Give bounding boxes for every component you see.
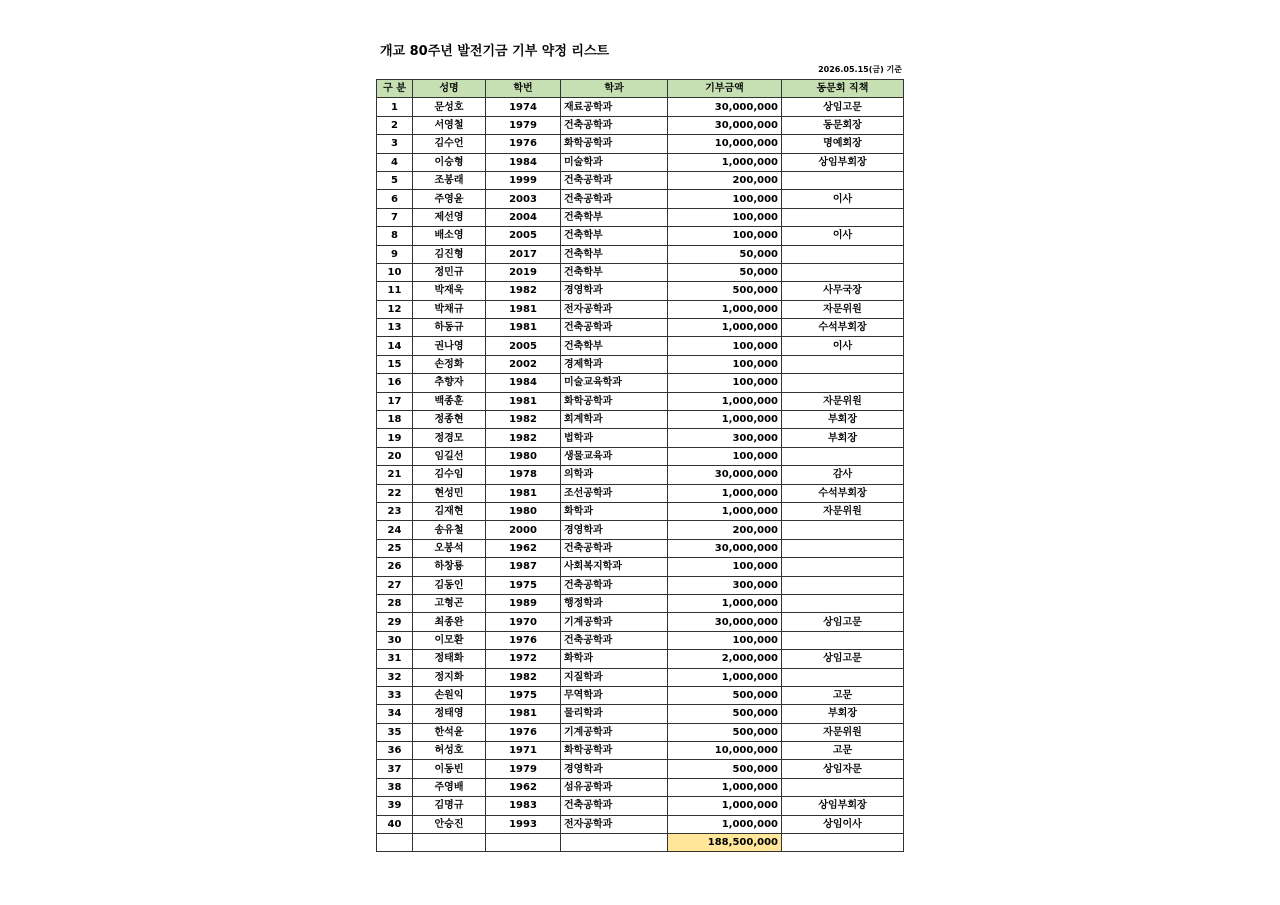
cell-dept: 건축학부 bbox=[561, 227, 668, 245]
cell-position bbox=[782, 594, 904, 612]
cell-no: 34 bbox=[377, 705, 413, 723]
cell-name: 박재욱 bbox=[413, 282, 486, 300]
cell-year: 1984 bbox=[486, 374, 561, 392]
cell-no: 13 bbox=[377, 319, 413, 337]
cell-dept: 법학과 bbox=[561, 429, 668, 447]
cell-no: 38 bbox=[377, 778, 413, 796]
cell-dept: 화학과 bbox=[561, 650, 668, 668]
cell-amount: 2,000,000 bbox=[668, 650, 782, 668]
cell-year: 1976 bbox=[486, 723, 561, 741]
cell-name: 정경모 bbox=[413, 429, 486, 447]
cell-position bbox=[782, 558, 904, 576]
cell-name: 문성호 bbox=[413, 98, 486, 116]
cell-name: 백종훈 bbox=[413, 392, 486, 410]
cell-year: 1982 bbox=[486, 429, 561, 447]
cell-year: 1987 bbox=[486, 558, 561, 576]
cell-name: 김재현 bbox=[413, 502, 486, 520]
cell-no: 12 bbox=[377, 300, 413, 318]
cell-no: 23 bbox=[377, 502, 413, 520]
cell-amount: 10,000,000 bbox=[668, 742, 782, 760]
header-dept: 학과 bbox=[561, 80, 668, 98]
cell-name: 주영윤 bbox=[413, 190, 486, 208]
document-title: 개교 80주년 발전기금 기부 약정 리스트 bbox=[380, 44, 610, 59]
cell-position: 상임고문 bbox=[782, 613, 904, 631]
cell-no: 16 bbox=[377, 374, 413, 392]
table-row bbox=[377, 742, 904, 760]
cell-year: 2002 bbox=[486, 355, 561, 373]
cell-no: 20 bbox=[377, 447, 413, 465]
table-row bbox=[377, 135, 904, 153]
cell-dept: 건축공학과 bbox=[561, 576, 668, 594]
cell-amount: 1,000,000 bbox=[668, 594, 782, 612]
cell-no: 36 bbox=[377, 742, 413, 760]
cell-no: 11 bbox=[377, 282, 413, 300]
table-row bbox=[377, 705, 904, 723]
cell-position bbox=[782, 245, 904, 263]
cell-dept: 경제학과 bbox=[561, 355, 668, 373]
total-empty-cell bbox=[782, 834, 904, 852]
cell-dept: 건축학부 bbox=[561, 337, 668, 355]
table-row bbox=[377, 760, 904, 778]
cell-name: 손정화 bbox=[413, 355, 486, 373]
donation-table bbox=[376, 79, 904, 852]
cell-amount: 100,000 bbox=[668, 374, 782, 392]
table-row bbox=[377, 208, 904, 226]
cell-year: 2004 bbox=[486, 208, 561, 226]
cell-year: 2017 bbox=[486, 245, 561, 263]
cell-no: 17 bbox=[377, 392, 413, 410]
cell-dept: 경영학과 bbox=[561, 760, 668, 778]
header-amount: 기부금액 bbox=[668, 80, 782, 98]
table-row bbox=[377, 778, 904, 796]
cell-position bbox=[782, 374, 904, 392]
cell-position: 상임부회장 bbox=[782, 797, 904, 815]
cell-position: 부회장 bbox=[782, 705, 904, 723]
cell-dept: 행정학과 bbox=[561, 594, 668, 612]
cell-dept: 경영학과 bbox=[561, 282, 668, 300]
table-row bbox=[377, 466, 904, 484]
cell-year: 1981 bbox=[486, 319, 561, 337]
cell-position: 수석부회장 bbox=[782, 484, 904, 502]
cell-position bbox=[782, 668, 904, 686]
table-row bbox=[377, 558, 904, 576]
table-row bbox=[377, 815, 904, 833]
cell-name: 최종완 bbox=[413, 613, 486, 631]
cell-no: 9 bbox=[377, 245, 413, 263]
cell-amount: 100,000 bbox=[668, 558, 782, 576]
cell-position: 자문위원 bbox=[782, 723, 904, 741]
cell-year: 1976 bbox=[486, 135, 561, 153]
cell-no: 15 bbox=[377, 355, 413, 373]
cell-name: 배소영 bbox=[413, 227, 486, 245]
cell-position bbox=[782, 631, 904, 649]
cell-amount: 300,000 bbox=[668, 429, 782, 447]
cell-name: 손원익 bbox=[413, 686, 486, 704]
cell-name: 김수임 bbox=[413, 466, 486, 484]
date-note: 2026.05.15(금) 기준 bbox=[818, 65, 902, 74]
table-row bbox=[377, 576, 904, 594]
cell-name: 정태영 bbox=[413, 705, 486, 723]
cell-dept: 화학공학과 bbox=[561, 135, 668, 153]
cell-position bbox=[782, 171, 904, 189]
table-row bbox=[377, 282, 904, 300]
cell-name: 조봉래 bbox=[413, 171, 486, 189]
cell-amount: 1,000,000 bbox=[668, 392, 782, 410]
cell-no: 24 bbox=[377, 521, 413, 539]
cell-year: 1979 bbox=[486, 116, 561, 134]
table-row bbox=[377, 668, 904, 686]
cell-year: 1979 bbox=[486, 760, 561, 778]
cell-amount: 1,000,000 bbox=[668, 319, 782, 337]
table-row bbox=[377, 797, 904, 815]
cell-name: 오봉석 bbox=[413, 539, 486, 557]
cell-position bbox=[782, 355, 904, 373]
cell-dept: 회계학과 bbox=[561, 411, 668, 429]
cell-year: 1981 bbox=[486, 392, 561, 410]
cell-dept: 미술교육학과 bbox=[561, 374, 668, 392]
cell-amount: 500,000 bbox=[668, 723, 782, 741]
cell-amount: 50,000 bbox=[668, 245, 782, 263]
cell-position: 상임자문 bbox=[782, 760, 904, 778]
table-row bbox=[377, 300, 904, 318]
cell-no: 8 bbox=[377, 227, 413, 245]
cell-amount: 1,000,000 bbox=[668, 815, 782, 833]
header-name: 성명 bbox=[413, 80, 486, 98]
cell-no: 22 bbox=[377, 484, 413, 502]
cell-amount: 200,000 bbox=[668, 521, 782, 539]
cell-dept: 전자공학과 bbox=[561, 300, 668, 318]
cell-year: 1975 bbox=[486, 576, 561, 594]
cell-dept: 건축공학과 bbox=[561, 190, 668, 208]
cell-amount: 50,000 bbox=[668, 263, 782, 281]
cell-year: 1993 bbox=[486, 815, 561, 833]
table-row bbox=[377, 98, 904, 116]
cell-name: 정종현 bbox=[413, 411, 486, 429]
cell-year: 1983 bbox=[486, 797, 561, 815]
cell-amount: 1,000,000 bbox=[668, 502, 782, 520]
cell-amount: 1,000,000 bbox=[668, 797, 782, 815]
cell-position: 이사 bbox=[782, 190, 904, 208]
cell-name: 주영배 bbox=[413, 778, 486, 796]
cell-position bbox=[782, 208, 904, 226]
cell-no: 3 bbox=[377, 135, 413, 153]
cell-year: 1978 bbox=[486, 466, 561, 484]
table-row bbox=[377, 263, 904, 281]
cell-amount: 100,000 bbox=[668, 227, 782, 245]
cell-dept: 건축공학과 bbox=[561, 171, 668, 189]
cell-position: 감사 bbox=[782, 466, 904, 484]
cell-name: 이승형 bbox=[413, 153, 486, 171]
table-row bbox=[377, 650, 904, 668]
cell-amount: 100,000 bbox=[668, 190, 782, 208]
cell-amount: 100,000 bbox=[668, 447, 782, 465]
table-row bbox=[377, 355, 904, 373]
cell-dept: 미술학과 bbox=[561, 153, 668, 171]
cell-dept: 건축공학과 bbox=[561, 631, 668, 649]
cell-amount: 100,000 bbox=[668, 337, 782, 355]
table-row bbox=[377, 686, 904, 704]
cell-amount: 1,000,000 bbox=[668, 411, 782, 429]
cell-name: 추향자 bbox=[413, 374, 486, 392]
cell-dept: 기계공학과 bbox=[561, 723, 668, 741]
table-header-row bbox=[377, 80, 904, 98]
cell-year: 1982 bbox=[486, 282, 561, 300]
table-row bbox=[377, 447, 904, 465]
cell-name: 이모환 bbox=[413, 631, 486, 649]
cell-year: 2003 bbox=[486, 190, 561, 208]
cell-dept: 건축학부 bbox=[561, 245, 668, 263]
cell-name: 박채규 bbox=[413, 300, 486, 318]
cell-name: 김동인 bbox=[413, 576, 486, 594]
cell-dept: 전자공학과 bbox=[561, 815, 668, 833]
cell-position: 이사 bbox=[782, 227, 904, 245]
cell-no: 1 bbox=[377, 98, 413, 116]
table-row bbox=[377, 484, 904, 502]
cell-position: 상임부회장 bbox=[782, 153, 904, 171]
table-row bbox=[377, 190, 904, 208]
cell-dept: 사회복지학과 bbox=[561, 558, 668, 576]
cell-name: 정지화 bbox=[413, 668, 486, 686]
cell-amount: 500,000 bbox=[668, 686, 782, 704]
cell-no: 39 bbox=[377, 797, 413, 815]
header-year: 학번 bbox=[486, 80, 561, 98]
cell-name: 고형곤 bbox=[413, 594, 486, 612]
cell-name: 하창룡 bbox=[413, 558, 486, 576]
cell-amount: 1,000,000 bbox=[668, 153, 782, 171]
table-row bbox=[377, 429, 904, 447]
cell-amount: 200,000 bbox=[668, 171, 782, 189]
cell-name: 하동규 bbox=[413, 319, 486, 337]
table-row bbox=[377, 594, 904, 612]
cell-year: 1970 bbox=[486, 613, 561, 631]
cell-dept: 건축학부 bbox=[561, 263, 668, 281]
header-no: 구 분 bbox=[377, 80, 413, 98]
cell-no: 27 bbox=[377, 576, 413, 594]
cell-year: 1984 bbox=[486, 153, 561, 171]
cell-amount: 30,000,000 bbox=[668, 613, 782, 631]
total-row bbox=[377, 834, 904, 852]
cell-position: 상임고문 bbox=[782, 98, 904, 116]
cell-position bbox=[782, 521, 904, 539]
cell-name: 송유철 bbox=[413, 521, 486, 539]
cell-amount: 500,000 bbox=[668, 282, 782, 300]
table-row bbox=[377, 521, 904, 539]
cell-dept: 건축공학과 bbox=[561, 539, 668, 557]
table-row bbox=[377, 539, 904, 557]
table-row bbox=[377, 411, 904, 429]
cell-amount: 100,000 bbox=[668, 208, 782, 226]
cell-dept: 건축공학과 bbox=[561, 319, 668, 337]
cell-year: 2019 bbox=[486, 263, 561, 281]
cell-dept: 경영학과 bbox=[561, 521, 668, 539]
cell-dept: 재료공학과 bbox=[561, 98, 668, 116]
table-row bbox=[377, 227, 904, 245]
cell-amount: 30,000,000 bbox=[668, 116, 782, 134]
cell-name: 허성호 bbox=[413, 742, 486, 760]
cell-no: 2 bbox=[377, 116, 413, 134]
cell-no: 7 bbox=[377, 208, 413, 226]
cell-position: 명예회장 bbox=[782, 135, 904, 153]
cell-year: 1999 bbox=[486, 171, 561, 189]
cell-year: 1972 bbox=[486, 650, 561, 668]
cell-position: 수석부회장 bbox=[782, 319, 904, 337]
cell-name: 한석윤 bbox=[413, 723, 486, 741]
cell-dept: 기계공학과 bbox=[561, 613, 668, 631]
table-body bbox=[377, 98, 904, 834]
total-empty-cell bbox=[413, 834, 486, 852]
cell-amount: 300,000 bbox=[668, 576, 782, 594]
cell-no: 37 bbox=[377, 760, 413, 778]
cell-name: 서영철 bbox=[413, 116, 486, 134]
cell-no: 18 bbox=[377, 411, 413, 429]
cell-no: 6 bbox=[377, 190, 413, 208]
cell-dept: 건축학부 bbox=[561, 208, 668, 226]
table-row bbox=[377, 153, 904, 171]
cell-position: 자문위원 bbox=[782, 502, 904, 520]
cell-name: 김진형 bbox=[413, 245, 486, 263]
cell-amount: 30,000,000 bbox=[668, 466, 782, 484]
cell-year: 1980 bbox=[486, 447, 561, 465]
cell-position: 자문위원 bbox=[782, 392, 904, 410]
cell-name: 정태화 bbox=[413, 650, 486, 668]
cell-year: 1962 bbox=[486, 778, 561, 796]
cell-name: 김명규 bbox=[413, 797, 486, 815]
cell-no: 29 bbox=[377, 613, 413, 631]
cell-name: 이동빈 bbox=[413, 760, 486, 778]
cell-no: 14 bbox=[377, 337, 413, 355]
cell-position: 이사 bbox=[782, 337, 904, 355]
cell-position: 부회장 bbox=[782, 411, 904, 429]
cell-position: 사무국장 bbox=[782, 282, 904, 300]
header-position: 동문회 직책 bbox=[782, 80, 904, 98]
cell-position: 동문회장 bbox=[782, 116, 904, 134]
cell-position bbox=[782, 447, 904, 465]
cell-dept: 물리학과 bbox=[561, 705, 668, 723]
cell-name: 제선영 bbox=[413, 208, 486, 226]
cell-year: 2000 bbox=[486, 521, 561, 539]
cell-no: 32 bbox=[377, 668, 413, 686]
cell-year: 1962 bbox=[486, 539, 561, 557]
cell-no: 26 bbox=[377, 558, 413, 576]
cell-no: 40 bbox=[377, 815, 413, 833]
cell-year: 1989 bbox=[486, 594, 561, 612]
cell-amount: 10,000,000 bbox=[668, 135, 782, 153]
cell-position: 고문 bbox=[782, 686, 904, 704]
total-empty-cell bbox=[561, 834, 668, 852]
cell-amount: 1,000,000 bbox=[668, 484, 782, 502]
cell-year: 1974 bbox=[486, 98, 561, 116]
cell-dept: 화학과 bbox=[561, 502, 668, 520]
cell-year: 1975 bbox=[486, 686, 561, 704]
table-row bbox=[377, 374, 904, 392]
cell-no: 4 bbox=[377, 153, 413, 171]
cell-no: 35 bbox=[377, 723, 413, 741]
table-row bbox=[377, 723, 904, 741]
cell-amount: 1,000,000 bbox=[668, 778, 782, 796]
cell-amount: 1,000,000 bbox=[668, 668, 782, 686]
table-row bbox=[377, 337, 904, 355]
cell-dept: 지질학과 bbox=[561, 668, 668, 686]
cell-amount: 500,000 bbox=[668, 760, 782, 778]
cell-amount: 500,000 bbox=[668, 705, 782, 723]
cell-position: 고문 bbox=[782, 742, 904, 760]
cell-no: 30 bbox=[377, 631, 413, 649]
cell-year: 1971 bbox=[486, 742, 561, 760]
total-empty-cell bbox=[377, 834, 413, 852]
cell-no: 19 bbox=[377, 429, 413, 447]
cell-dept: 건축공학과 bbox=[561, 797, 668, 815]
table-row bbox=[377, 613, 904, 631]
cell-position: 자문위원 bbox=[782, 300, 904, 318]
table-row bbox=[377, 631, 904, 649]
cell-position bbox=[782, 778, 904, 796]
table-row bbox=[377, 502, 904, 520]
table-row bbox=[377, 319, 904, 337]
cell-no: 5 bbox=[377, 171, 413, 189]
cell-year: 2005 bbox=[486, 227, 561, 245]
cell-position bbox=[782, 263, 904, 281]
cell-dept: 무역학과 bbox=[561, 686, 668, 704]
cell-position bbox=[782, 539, 904, 557]
cell-name: 임길선 bbox=[413, 447, 486, 465]
cell-name: 김수언 bbox=[413, 135, 486, 153]
cell-amount: 30,000,000 bbox=[668, 539, 782, 557]
cell-dept: 의학과 bbox=[561, 466, 668, 484]
cell-year: 1981 bbox=[486, 484, 561, 502]
cell-dept: 건축공학과 bbox=[561, 116, 668, 134]
cell-dept: 화학공학과 bbox=[561, 392, 668, 410]
cell-position: 부회장 bbox=[782, 429, 904, 447]
total-amount: 188,500,000 bbox=[668, 834, 782, 852]
cell-amount: 30,000,000 bbox=[668, 98, 782, 116]
cell-no: 21 bbox=[377, 466, 413, 484]
cell-position: 상임이사 bbox=[782, 815, 904, 833]
cell-name: 정민규 bbox=[413, 263, 486, 281]
cell-year: 1981 bbox=[486, 705, 561, 723]
cell-position bbox=[782, 576, 904, 594]
cell-year: 1982 bbox=[486, 668, 561, 686]
cell-name: 권나영 bbox=[413, 337, 486, 355]
cell-no: 25 bbox=[377, 539, 413, 557]
cell-dept: 섬유공학과 bbox=[561, 778, 668, 796]
cell-no: 31 bbox=[377, 650, 413, 668]
cell-year: 2005 bbox=[486, 337, 561, 355]
table-row bbox=[377, 171, 904, 189]
cell-year: 1980 bbox=[486, 502, 561, 520]
cell-dept: 생물교육과 bbox=[561, 447, 668, 465]
cell-year: 1981 bbox=[486, 300, 561, 318]
cell-no: 33 bbox=[377, 686, 413, 704]
table-row bbox=[377, 245, 904, 263]
cell-name: 안승진 bbox=[413, 815, 486, 833]
cell-name: 현성민 bbox=[413, 484, 486, 502]
total-empty-cell bbox=[486, 834, 561, 852]
cell-year: 1976 bbox=[486, 631, 561, 649]
cell-year: 1982 bbox=[486, 411, 561, 429]
cell-amount: 100,000 bbox=[668, 355, 782, 373]
table-row bbox=[377, 116, 904, 134]
cell-no: 10 bbox=[377, 263, 413, 281]
cell-dept: 화학공학과 bbox=[561, 742, 668, 760]
cell-position: 상임고문 bbox=[782, 650, 904, 668]
cell-amount: 1,000,000 bbox=[668, 300, 782, 318]
cell-amount: 100,000 bbox=[668, 631, 782, 649]
table-row bbox=[377, 392, 904, 410]
cell-no: 28 bbox=[377, 594, 413, 612]
cell-dept: 조선공학과 bbox=[561, 484, 668, 502]
